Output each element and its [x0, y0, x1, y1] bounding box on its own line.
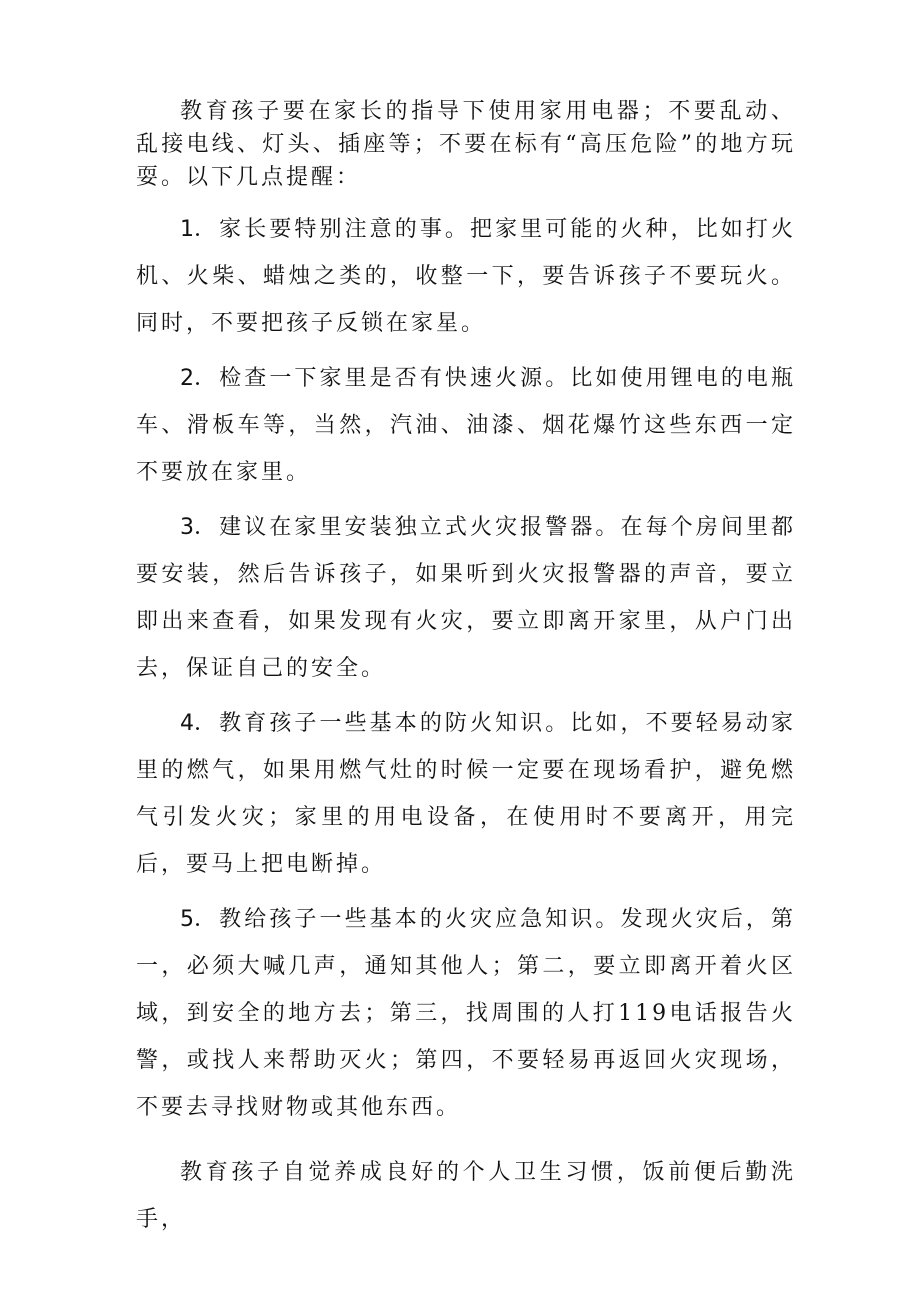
item-number: 2 — [180, 366, 194, 391]
list-item-2 — [136, 355, 796, 496]
document-body — [136, 95, 796, 1243]
item-text: ．教育孩子一些基本的防火知识。比如，不要轻易动家里的燃气，如果用燃气灶的时候一定要在现场看护，避免燃气引发火灾；家里的用电设备，在使用时不要离开，用完后，要马上把电断掉。 — [136, 711, 796, 877]
item-text: ．建议在家里安装独立式火灾报警器。在每个房间里都要安装，然后告诉孩子，如果听到火灾报警器的声音，要立即出来查看，如果发现有火灾，要立即离开家里，从户门出去，保证自己的安全。 — [136, 515, 796, 681]
list-item-1 — [136, 206, 796, 347]
item-number: 3 — [180, 515, 194, 540]
list-item-4 — [136, 700, 796, 888]
item-number: 4 — [180, 711, 194, 736]
list-item-5 — [136, 896, 796, 1131]
list-item-3 — [136, 504, 796, 692]
item-number: 1 — [180, 217, 194, 242]
closing-paragraph: 教育孩子自觉养成良好的个人卫生习惯，饭前便后勤洗手， — [136, 1160, 796, 1232]
item-number: 5 — [180, 907, 194, 932]
item-text: ．教给孩子一些基本的火灾应急知识。发现火灾后，第一，必须大喊几声，通知其他人；第二，要立即离开着火区域，到安全的地方去；第三，找周围的人打119电话报告火警，或找人来帮助灭火；第四，不要轻易再返回火灾现场，不要去寻找财物或其他东西。 — [136, 907, 796, 1120]
intro-paragraph: 教育孩子要在家长的指导下使用家用电器；不要乱动、乱接电线、灯头、插座等；不要在标有“高压危险”的地方玩耍。以下几点提醒： — [136, 99, 796, 190]
item-text: ．家长要特别注意的事。把家里可能的火种，比如打火机、火柴、蜡烛之类的，收整一下，要告诉孩子不要玩火。同时，不要把孩子反锁在家星。 — [136, 217, 796, 336]
item-text: ．检查一下家里是否有快速火源。比如使用锂电的电瓶车、滑板车等，当然，汽油、油漆、烟花爆竹这些东西一定不要放在家里。 — [136, 366, 796, 485]
